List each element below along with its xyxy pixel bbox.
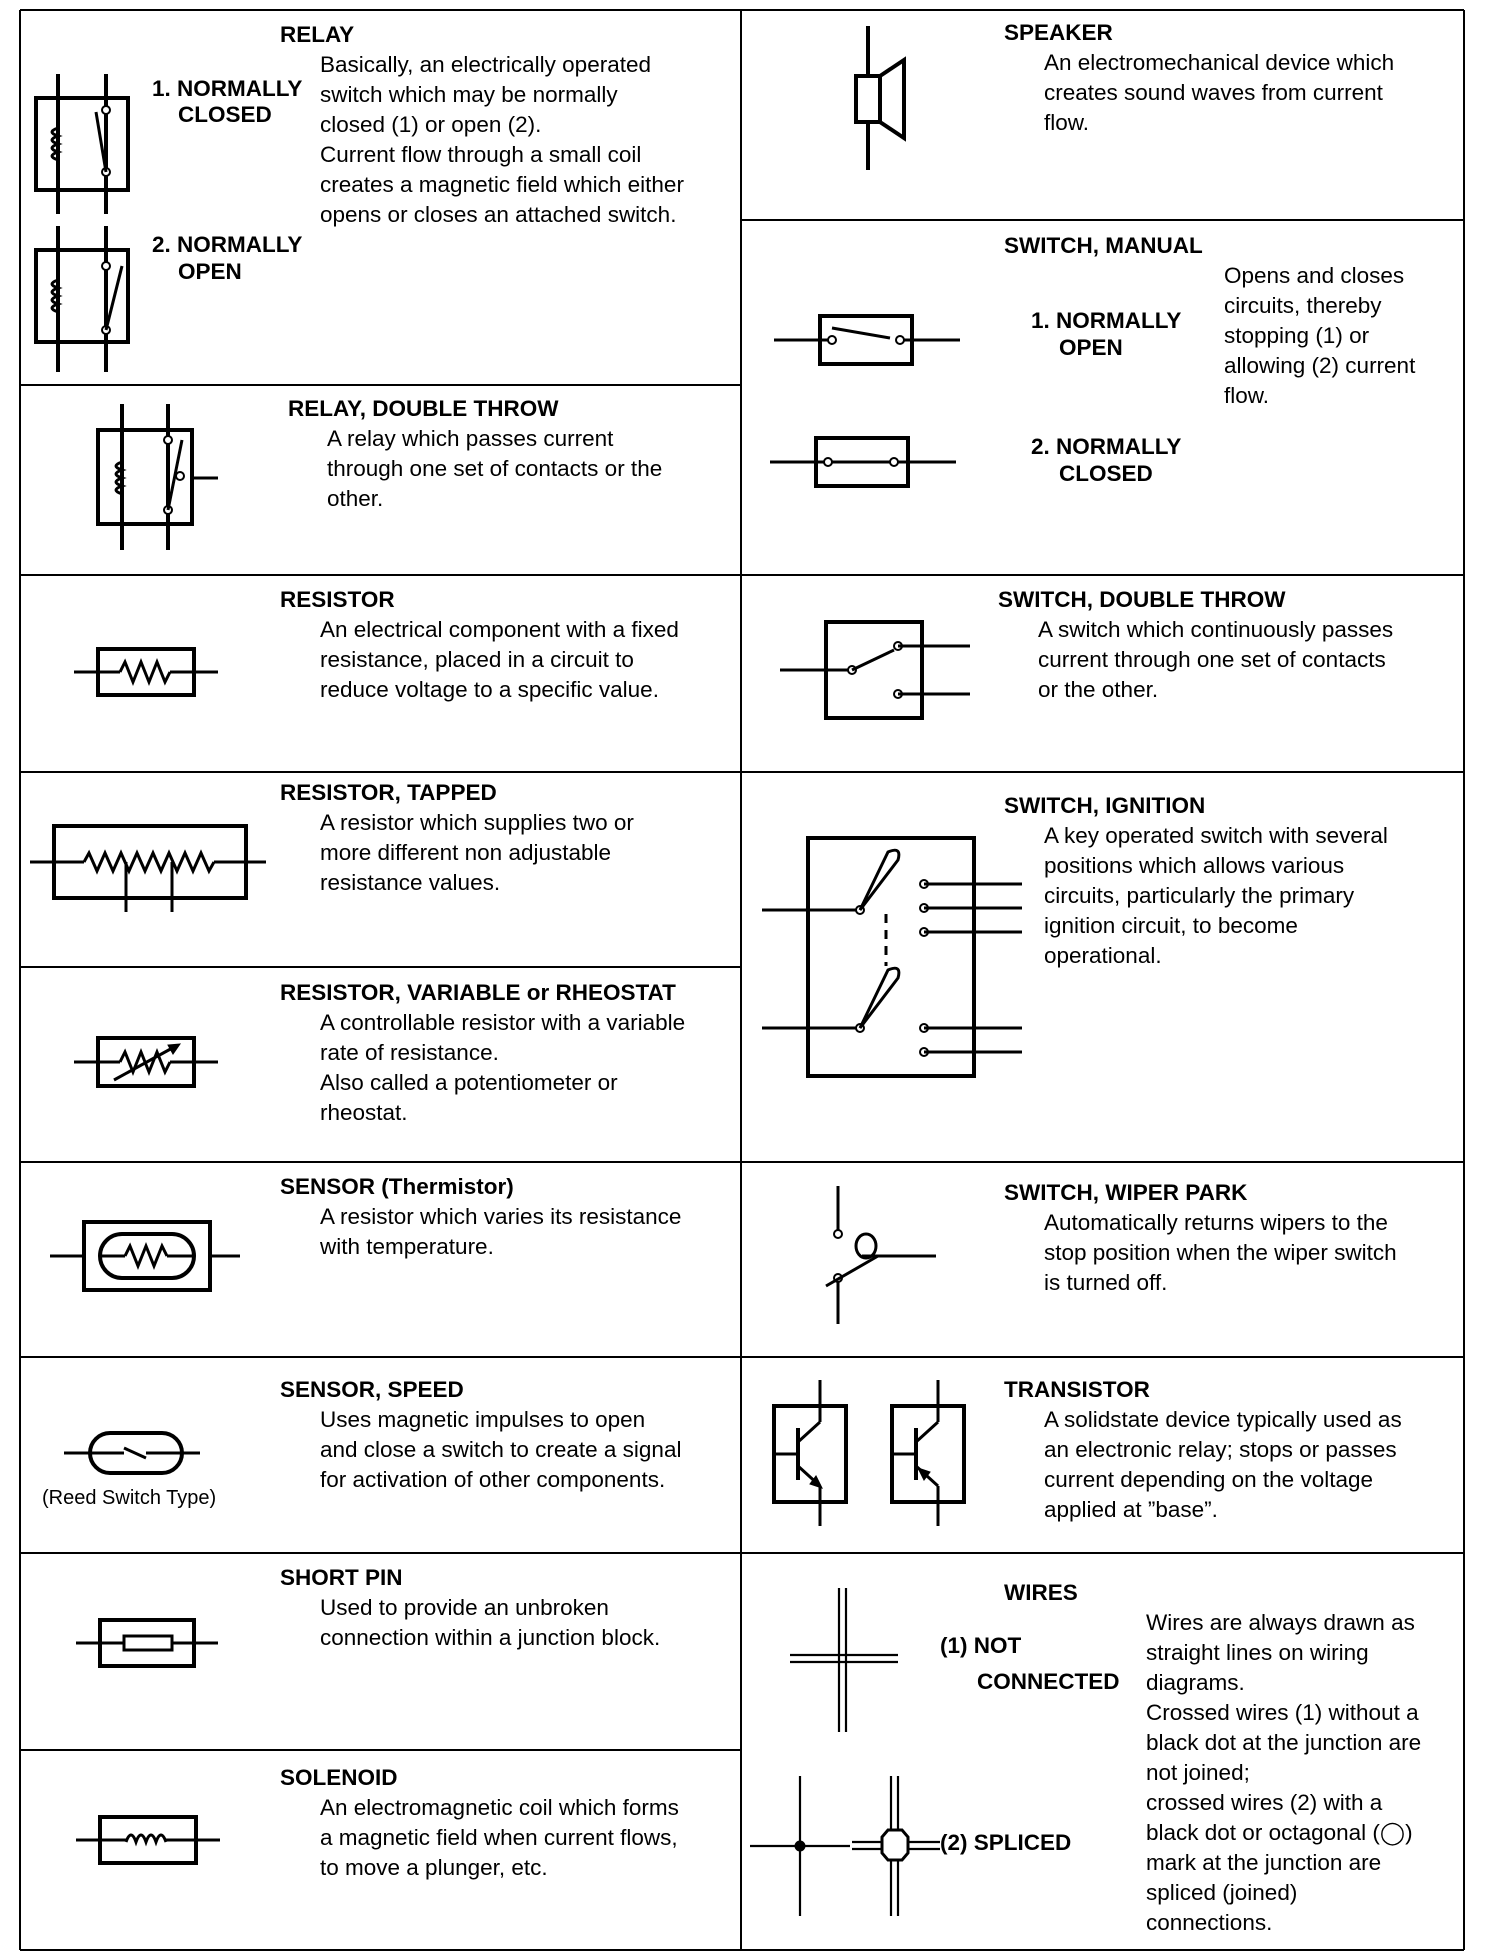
desc-line: creates a magnetic field which either: [320, 172, 684, 197]
desc-line: stop position when the wiper switch: [1044, 1240, 1397, 1265]
desc-line: Also called a potentiometer or: [320, 1070, 618, 1095]
desc-line: A solidstate device typically used as: [1044, 1407, 1402, 1432]
desc-line: or the other.: [1038, 677, 1159, 702]
wires-title: WIRES: [1004, 1580, 1078, 1605]
relay-no-label: OPEN: [178, 259, 242, 284]
desc-line: A switch which continuously passes: [1038, 617, 1394, 642]
desc-line: Crossed wires (1) without a: [1146, 1700, 1419, 1725]
desc-line: A relay which passes current: [327, 426, 614, 451]
desc-line: straight lines on wiring: [1146, 1640, 1369, 1665]
desc-line: operational.: [1044, 943, 1162, 968]
desc-line: mark at the junction are: [1146, 1850, 1382, 1875]
switch-ignition-title: SWITCH, IGNITION: [1004, 793, 1206, 818]
desc-line: not joined;: [1146, 1760, 1250, 1785]
desc-line: connection within a junction block.: [320, 1625, 661, 1650]
desc-line: rate of resistance.: [320, 1040, 499, 1065]
resistor-tapped-title: RESISTOR, TAPPED: [280, 780, 497, 805]
desc-line: with temperature.: [320, 1234, 494, 1259]
desc-line: stopping (1) or: [1224, 323, 1370, 348]
desc-line: crossed wires (2) with a: [1146, 1790, 1383, 1815]
desc-line: reduce voltage to a specific value.: [320, 677, 659, 702]
sensor-speed-title: SENSOR, SPEED: [280, 1377, 464, 1402]
switch-manual-no-label: OPEN: [1059, 335, 1123, 360]
desc-line: Automatically returns wipers to the: [1044, 1210, 1388, 1235]
desc-line: An electromagnetic coil which forms: [320, 1795, 679, 1820]
speaker-title: SPEAKER: [1004, 20, 1113, 45]
relay-nc-num: 1. NORMALLY: [152, 76, 303, 101]
switch-manual-title: SWITCH, MANUAL: [1004, 233, 1203, 258]
desc-line: Uses magnetic impulses to open: [320, 1407, 646, 1432]
desc-line: diagrams.: [1146, 1670, 1245, 1695]
desc-line: for activation of other components.: [320, 1467, 666, 1492]
switch-double-throw-title: SWITCH, DOUBLE THROW: [998, 587, 1286, 612]
desc-line: a magnetic field when current flows,: [320, 1825, 678, 1850]
desc-line: applied at ”base”.: [1044, 1497, 1218, 1522]
transistor-title: TRANSISTOR: [1004, 1377, 1150, 1402]
desc-line: connections.: [1146, 1910, 1273, 1935]
wires-spliced-label: (2) SPLICED: [940, 1830, 1072, 1855]
resistor-title: RESISTOR: [280, 587, 395, 612]
desc-line: flow.: [1224, 383, 1270, 408]
desc-line: opens or closes an attached switch.: [320, 202, 677, 227]
desc-line: Current flow through a small coil: [320, 142, 642, 167]
desc-line: A resistor which supplies two or: [320, 810, 634, 835]
short-pin-title: SHORT PIN: [280, 1565, 403, 1590]
desc-line: Used to provide an unbroken: [320, 1595, 609, 1620]
desc-line: Opens and closes: [1224, 263, 1405, 288]
desc-line: A resistor which varies its resistance: [320, 1204, 682, 1229]
desc-line: rheostat.: [320, 1100, 408, 1125]
desc-line: closed (1) or open (2).: [320, 112, 542, 137]
desc-line: more different non adjustable: [320, 840, 612, 865]
sensor-thermistor-title: SENSOR (Thermistor): [280, 1174, 514, 1199]
desc-line: circuits, thereby: [1224, 293, 1382, 318]
switch-wiper-park-title: SWITCH, WIPER PARK: [1004, 1180, 1248, 1205]
relay-title: RELAY: [280, 22, 355, 47]
desc-line: black dot at the junction are: [1146, 1730, 1422, 1755]
relay-no-num: 2. NORMALLY: [152, 232, 303, 257]
desc-line: circuits, particularly the primary: [1044, 883, 1355, 908]
desc-line: and close a switch to create a signal: [320, 1437, 682, 1462]
switch-manual-no-num: 1. NORMALLY: [1031, 308, 1182, 333]
desc-line: A controllable resistor with a variable: [320, 1010, 686, 1035]
desc-line: switch which may be normally: [320, 82, 618, 107]
desc-line: current depending on the voltage: [1044, 1467, 1373, 1492]
relay-nc-label: CLOSED: [178, 102, 272, 127]
sensor-speed-caption: (Reed Switch Type): [42, 1487, 217, 1509]
desc-line: through one set of contacts or the: [327, 456, 663, 481]
relay-double-throw-title: RELAY, DOUBLE THROW: [288, 396, 559, 421]
desc-line: resistance, placed in a circuit to: [320, 647, 634, 672]
desc-line: Basically, an electrically operated: [320, 52, 651, 77]
desc-line: Wires are always drawn as: [1146, 1610, 1415, 1635]
desc-line: allowing (2) current: [1224, 353, 1416, 378]
desc-line: A key operated switch with several: [1044, 823, 1388, 848]
desc-line: An electromechanical device which: [1044, 50, 1395, 75]
desc-line: resistance values.: [320, 870, 501, 895]
solenoid-title: SOLENOID: [280, 1765, 398, 1790]
wires-not-connected-label: CONNECTED: [977, 1669, 1120, 1694]
switch-manual-nc-label: CLOSED: [1059, 461, 1153, 486]
resistor-variable-title: RESISTOR, VARIABLE or RHEOSTAT: [280, 980, 676, 1005]
desc-line: spliced (joined): [1146, 1880, 1298, 1905]
desc-line: creates sound waves from current: [1044, 80, 1383, 105]
wires-not-connected-num: (1) NOT: [940, 1633, 1022, 1658]
desc-line: to move a plunger, etc.: [320, 1855, 548, 1880]
desc-line: other.: [327, 486, 384, 511]
desc-line: ignition circuit, to become: [1044, 913, 1298, 938]
desc-line: flow.: [1044, 110, 1090, 135]
switch-manual-nc-num: 2. NORMALLY: [1031, 434, 1182, 459]
desc-line: positions which allows various: [1044, 853, 1345, 878]
desc-line: is turned off.: [1044, 1270, 1168, 1295]
desc-line: black dot or octagonal (◯): [1146, 1820, 1413, 1845]
desc-line: An electrical component with a fixed: [320, 617, 679, 642]
desc-line: an electronic relay; stops or passes: [1044, 1437, 1397, 1462]
desc-line: current through one set of contacts: [1038, 647, 1386, 672]
